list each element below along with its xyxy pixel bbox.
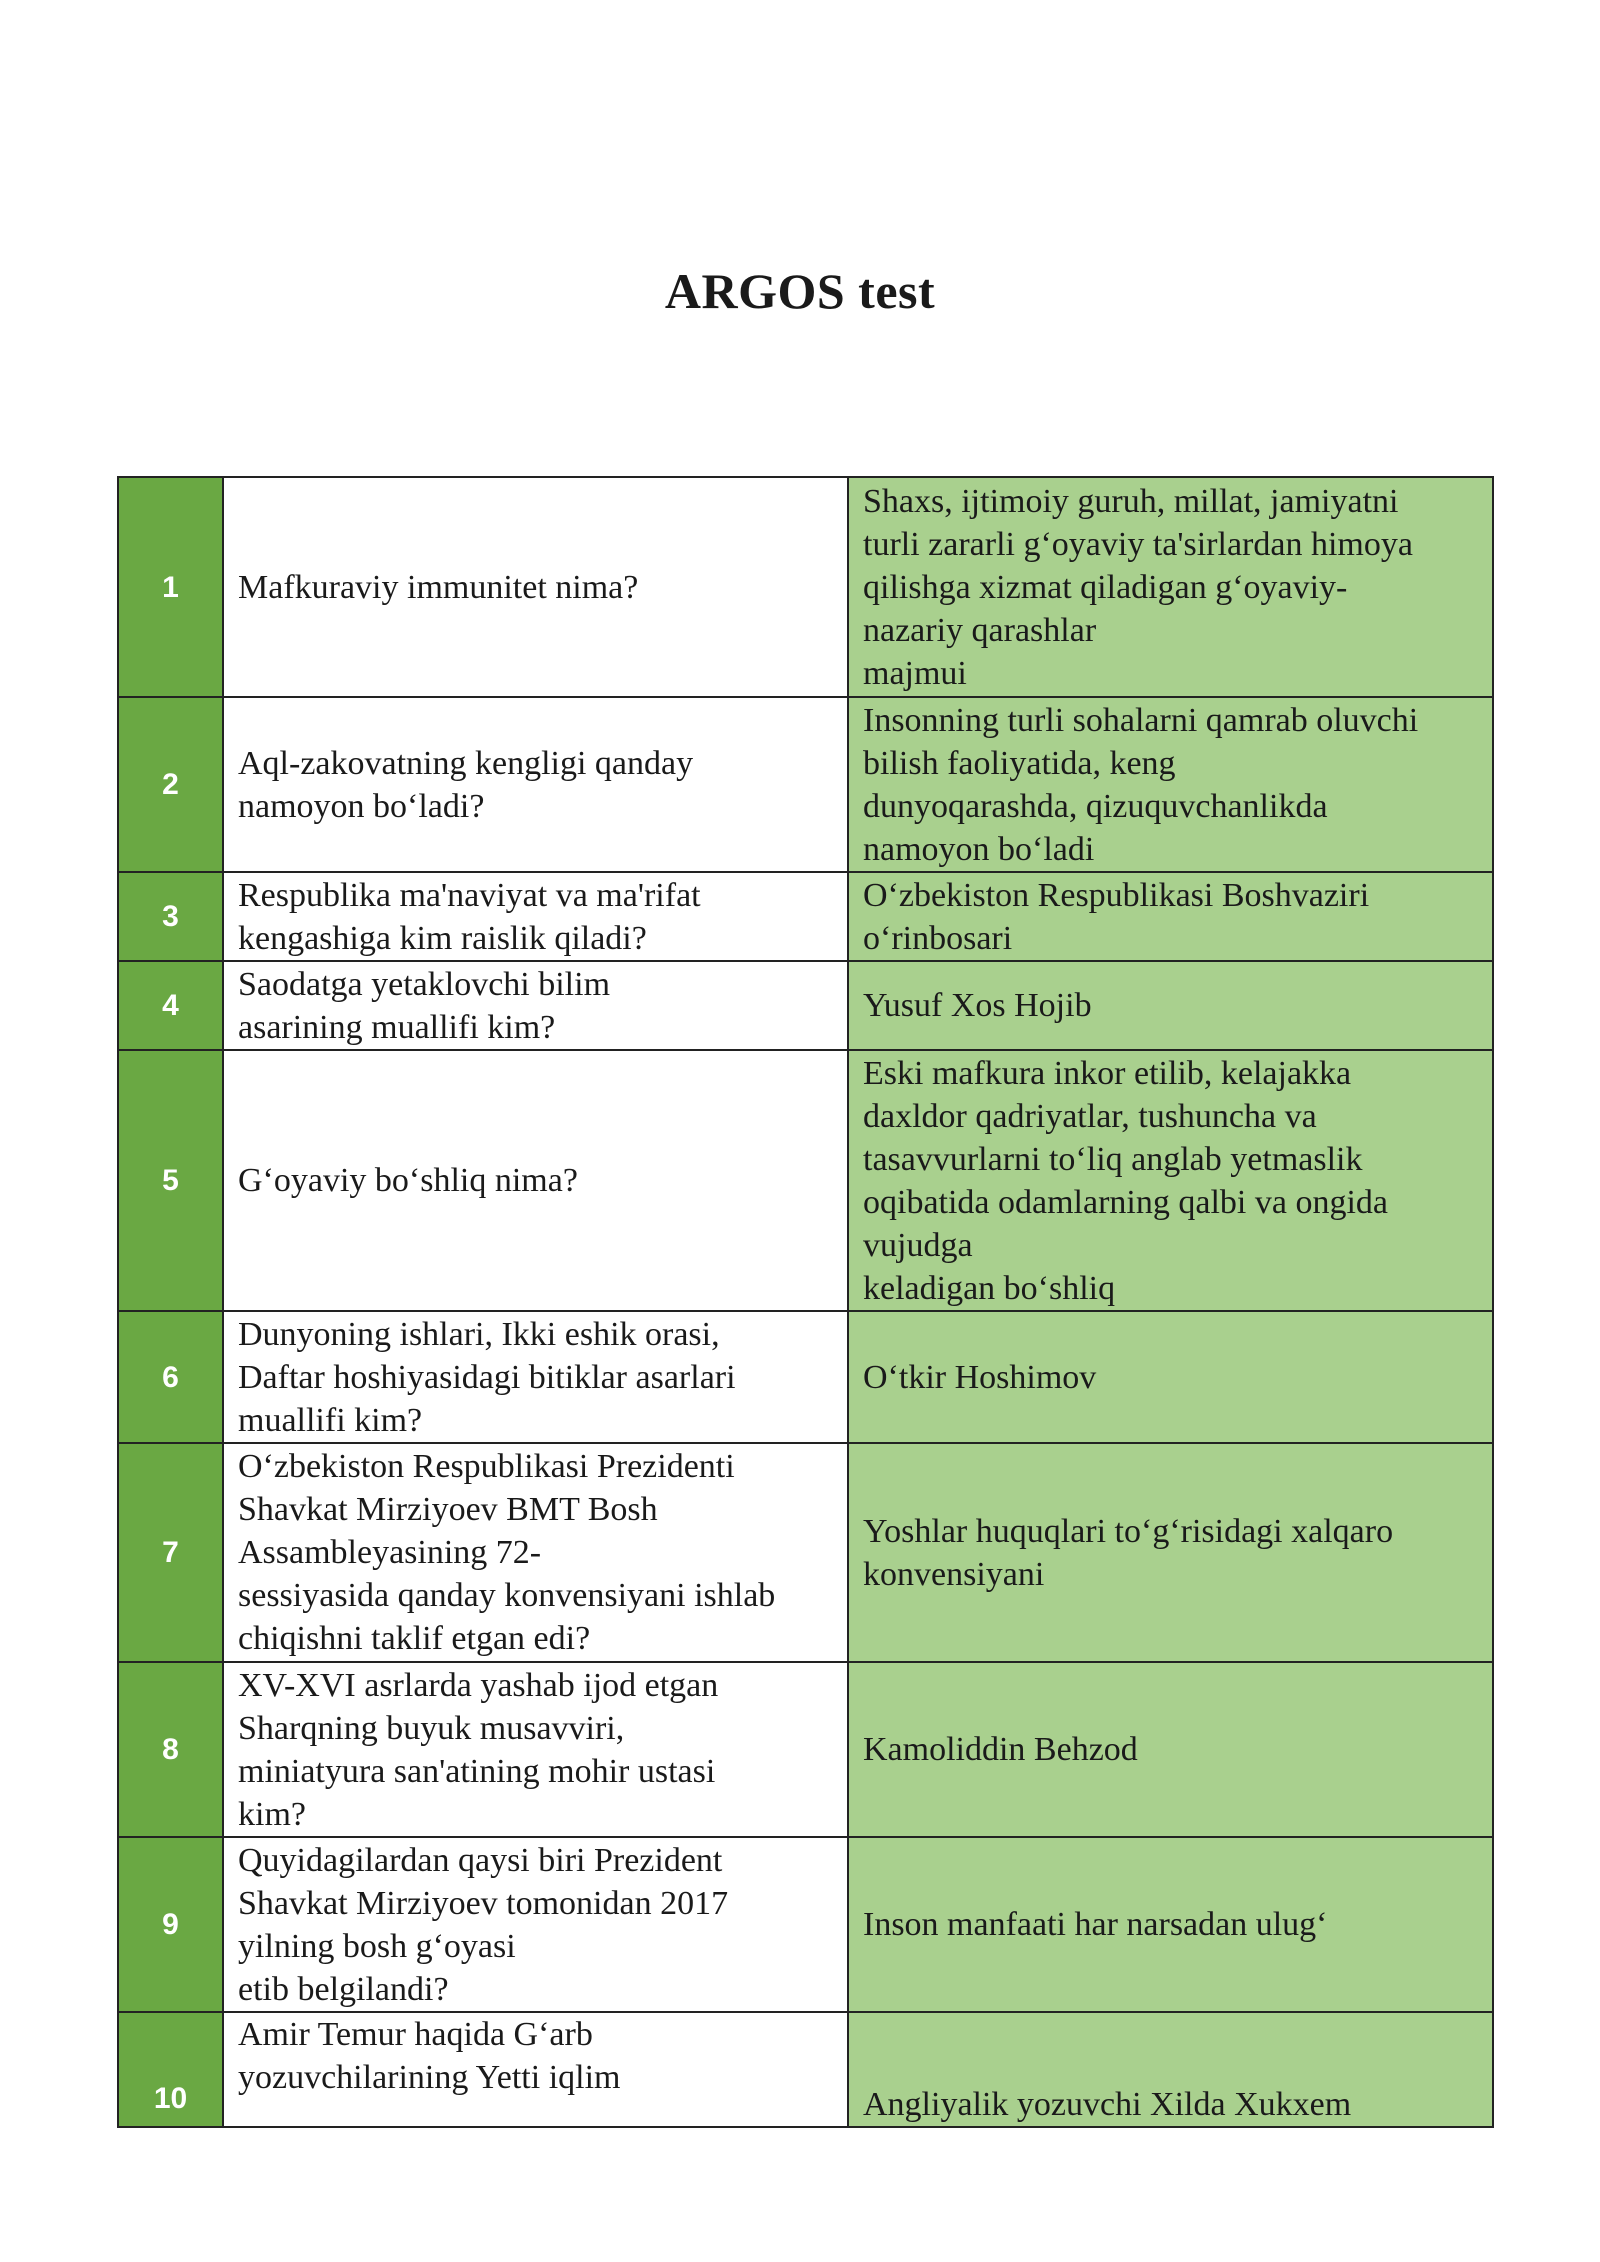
question-cell: Dunyoning ishlari, Ikki eshik orasi, Daftar hoshiyasidagi bitiklar asarlari muallifi kim? xyxy=(223,1311,848,1443)
question-cell: Aql-zakovatning kengligi qanday namoyon bo‘ladi? xyxy=(223,697,848,872)
table-row xyxy=(118,697,1493,872)
question-cell: XV-XVI asrlarda yashab ijod etgan Sharqning buyuk musavviri, miniatyura san'atining mohir ustasi kim? xyxy=(223,1662,848,1837)
answer-cell: O‘zbekiston Respublikasi Boshvaziri o‘rinbosari xyxy=(848,872,1493,961)
table-row xyxy=(118,1837,1493,2012)
row-number: 10 xyxy=(118,2012,223,2127)
row-number: 2 xyxy=(118,697,223,872)
row-number: 7 xyxy=(118,1443,223,1662)
answer-cell: Yusuf Xos Hojib xyxy=(848,961,1493,1050)
answer-cell: Inson manfaati har narsadan ulug‘ xyxy=(848,1837,1493,2012)
question-cell: Amir Temur haqida G‘arb yozuvchilarining Yetti iqlim xyxy=(223,2012,848,2127)
answer-cell: O‘tkir Hoshimov xyxy=(848,1311,1493,1443)
question-cell: Quyidagilardan qaysi biri Prezident Shavkat Mirziyoev tomonidan 2017 yilning bosh g‘oyasi etib belgilandi? xyxy=(223,1837,848,2012)
row-number: 1 xyxy=(118,477,223,697)
question-cell: G‘oyaviy bo‘shliq nima? xyxy=(223,1050,848,1311)
answer-cell: Shaxs, ijtimoiy guruh, millat, jamiyatni turli zararli g‘oyaviy ta'sirlardan himoya qilishga xizmat qiladigan g‘oyaviy- nazariy qarashlar majmui xyxy=(848,477,1493,697)
table-row xyxy=(118,872,1493,961)
document-title: ARGOS test xyxy=(664,263,936,319)
table-row xyxy=(118,477,1493,697)
row-number: 8 xyxy=(118,1662,223,1837)
table-row xyxy=(118,961,1493,1050)
row-number: 5 xyxy=(118,1050,223,1311)
row-number: 9 xyxy=(118,1837,223,2012)
answer-cell: Eski mafkura inkor etilib, kelajakka daxldor qadriyatlar, tushuncha va tasavvurlarni to‘liq anglab yetmaslik oqibatida odamlarning qalbi va ongida vujudga keladigan bo‘shliq xyxy=(848,1050,1493,1311)
question-cell: Mafkuraviy immunitet nima? xyxy=(223,477,848,697)
table-row xyxy=(118,1050,1493,1311)
question-cell: Respublika ma'naviyat va ma'rifat kengashiga kim raislik qiladi? xyxy=(223,872,848,961)
row-number: 4 xyxy=(118,961,223,1050)
table-row xyxy=(118,1311,1493,1443)
answer-cell: Yoshlar huquqlari to‘g‘risidagi xalqaro konvensiyani xyxy=(848,1443,1493,1662)
table-row xyxy=(118,2012,1493,2127)
table-row xyxy=(118,1662,1493,1837)
question-cell: O‘zbekiston Respublikasi Prezidenti Shavkat Mirziyoev BMT Bosh Assambleyasining 72- sessiyasida qanday konvensiyani ishlab chiqishni taklif etgan edi? xyxy=(223,1443,848,1662)
qa-table xyxy=(117,476,1494,2128)
answer-cell: Angliyalik yozuvchi Xilda Xukxem xyxy=(848,2012,1493,2127)
table-row xyxy=(118,1443,1493,1662)
question-cell: Saodatga yetaklovchi bilim asarining muallifi kim? xyxy=(223,961,848,1050)
answer-cell: Kamoliddin Behzod xyxy=(848,1662,1493,1837)
row-number: 6 xyxy=(118,1311,223,1443)
row-number: 3 xyxy=(118,872,223,961)
answer-cell: Insonning turli sohalarni qamrab oluvchi bilish faoliyatida, keng dunyoqarashda, qizuquvchanlikda namoyon bo‘ladi xyxy=(848,697,1493,872)
